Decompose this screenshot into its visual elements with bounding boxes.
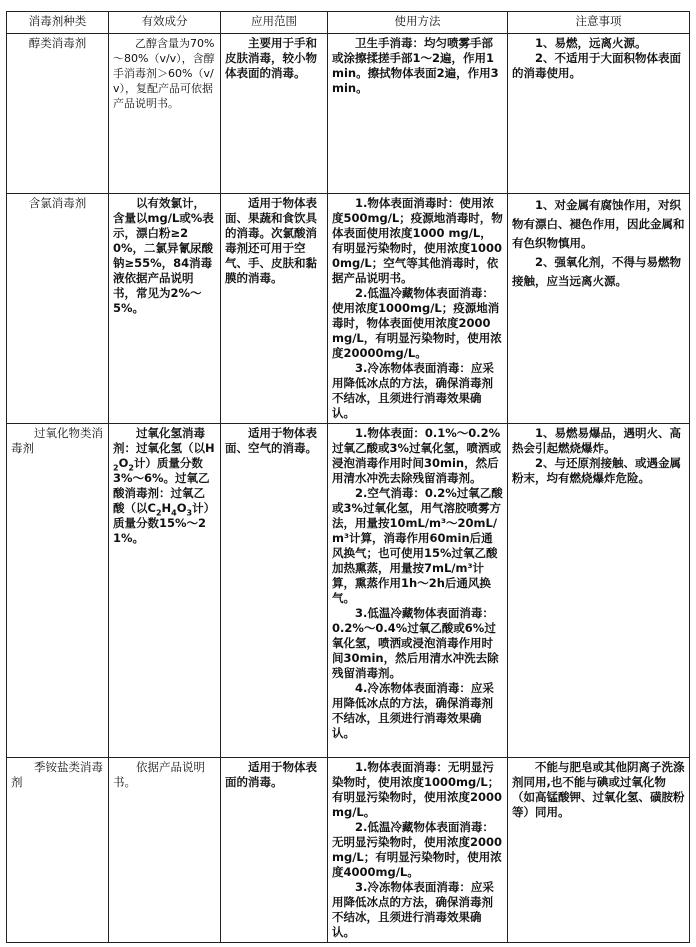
- header-scope: 应用范围: [221, 12, 328, 34]
- method-step: 2.低温冷藏物体表面消毒：无明显污染物时，使用浓度2000mg/L；有明显污染物时，使用浓度4000mg/L。: [332, 820, 503, 879]
- table-row: [7, 194, 690, 424]
- note-item: 1、对金属有腐蚀作用，对织物有漂白、褪色作用，因此金属和有色织物慎用。: [512, 198, 685, 250]
- note-item: 1、易燃易爆品，遇明火、高热会引起燃烧爆炸。: [512, 426, 682, 455]
- row-peroxide-method: [328, 424, 508, 758]
- ingredient-text: 计）质量分数3%～6%。过氧乙酸消毒剂：过氧乙酸（以C: [113, 456, 210, 515]
- table-row: [7, 758, 690, 943]
- ingredient-text: O: [176, 501, 187, 515]
- note-item: 2、不适用于大面积物体表面的消毒使用。: [512, 51, 682, 80]
- row-peroxide-notes: [508, 424, 690, 758]
- row-chlorine-ingredient: 以有效氯计，含量以mg/L或%表示，漂白粉≥20%，二氯异氰尿酸钠≥55%，84消毒液依据产品说明书，常见为2%～5%。: [109, 194, 221, 424]
- note-item: 2、强氧化剂，不得与易燃物接触，应当远离火源。: [512, 255, 682, 288]
- method-step: 2.空气消毒：0.2%过氧乙酸或3%过氧化氢，用气溶胶喷雾方法，用量按10mL/m³～20mL/m³计算，消毒作用60min后通风换气；也可使用15%过氧乙酸加热熏蒸，用量按7mL/m³计算，熏蒸作用1h～2h后通风换气。: [332, 486, 503, 605]
- method-step: 3.冷冻物体表面消毒：应采用降低冰点的方法，确保消毒剂不结冰，且须进行消毒效果确认。: [332, 880, 494, 939]
- note-item: 1、易燃，远离火源。: [535, 36, 647, 50]
- note-item: 2、与还原剂接触、或遇金属粉末，均有燃烧爆炸危险。: [512, 456, 682, 485]
- row-chlorine-notes: [508, 194, 690, 424]
- method-step: 3.低温冷藏物体表面消毒：0.2%～0.4%过氧乙酸或6%过氧化氢，喷洒或浸泡消毒作用时间30min，然后用清水冲洗去除残留消毒剂。: [332, 606, 499, 680]
- table-row: [7, 34, 690, 194]
- row-alcohol-name: 醇类消毒剂: [7, 34, 109, 194]
- row-peroxide-ingredient: [109, 424, 221, 758]
- row-alcohol-scope: 主要用于手和皮肤消毒，较小物体表面的消毒。: [221, 34, 328, 194]
- row-quat-ingredient: 依据产品说明书。: [109, 758, 221, 943]
- ingredient-text: 计）质量分数15%～21%。: [113, 501, 216, 545]
- header-row: [7, 12, 690, 34]
- subscript: 2: [128, 463, 134, 473]
- method-step: 1.物体表面：0.1%～0.2%过氧乙酸或3%过氧化氢，喷洒或浸泡消毒作用时间30min，然后用清水冲洗去除残留消毒剂。: [332, 426, 502, 485]
- method-step: 4.冷冻物体表面消毒：应采用降低冰点的方法，确保消毒剂不结冰，且须进行消毒效果确认。: [332, 681, 494, 740]
- row-peroxide-name: 过氧化物类消毒剂: [7, 424, 109, 758]
- header-method: 使用方法: [328, 12, 508, 34]
- header-ingredient: 有效成分: [109, 12, 221, 34]
- header-notes: 注意事项: [508, 12, 690, 34]
- header-type: 消毒剂种类: [7, 12, 109, 34]
- ingredient-text: O: [118, 456, 129, 470]
- subscript: 2: [113, 463, 119, 473]
- row-alcohol-method: 卫生手消毒：均匀喷雾手部或涂擦揉搓手部1～2遍，作用1min。擦拭物体表面2遍，作用3min。: [328, 34, 508, 194]
- row-alcohol-ingredient: 乙醇含量为70%～80%（v/v），含醇手消毒剂＞60%（v/v），复配产品可依据产品说明书。: [109, 34, 221, 194]
- row-quat-name: 季铵盐类消毒剂: [7, 758, 109, 943]
- subscript: 3: [186, 508, 193, 518]
- ingredient-text: 过氧化氢消毒剂：过氧化氢（以H: [113, 426, 215, 455]
- row-quat-method: [328, 758, 508, 943]
- method-step: 1.物体表面消毒时：使用浓度500mg/L；疫源地消毒时，物体表面使用浓度1000 mg/L，有明显污染物时，使用浓度10000mg/L；空气等其他消毒时，依据产品说明书。: [332, 196, 503, 285]
- row-peroxide-scope: 适用于物体表面、空气的消毒。: [221, 424, 328, 758]
- method-step: 1.物体表面消毒：无明显污染物时，使用浓度1000mg/L；有明显污染物时，使用浓度2000mg/L。: [332, 760, 503, 819]
- row-chlorine-name: 含氯消毒剂: [7, 194, 109, 424]
- row-alcohol-notes: [508, 34, 690, 194]
- subscript: 2: [155, 508, 162, 518]
- table-row: [7, 424, 690, 758]
- row-quat-scope: 适用于物体表面的消毒。: [221, 758, 328, 943]
- row-chlorine-method: [328, 194, 508, 424]
- row-quat-notes: 不能与肥皂或其他阴离子洗涤剂同用,也不能与碘或过氧化物（如高锰酸钾、过氧化氢、磺胺粉等）同用。: [508, 758, 690, 943]
- method-step: 2.低温冷藏物体表面消毒：使用浓度1000mg/L；疫源地消毒时，物体表面使用浓度2000 mg/L，有明显污染物时，使用浓度20000mg/L。: [332, 286, 502, 360]
- disinfectant-table: [6, 11, 690, 943]
- method-step: 3.冷冻物体表面消毒：应采用降低冰点的方法，确保消毒剂不结冰，且须进行消毒效果确认。: [332, 361, 494, 420]
- subscript: 4: [171, 508, 177, 518]
- row-chlorine-scope: 适用于物体表面、果蔬和食饮具的消毒。次氯酸消毒剂还可用于空气、手、皮肤和黏膜的消毒。: [221, 194, 328, 424]
- ingredient-text: H: [161, 501, 172, 515]
